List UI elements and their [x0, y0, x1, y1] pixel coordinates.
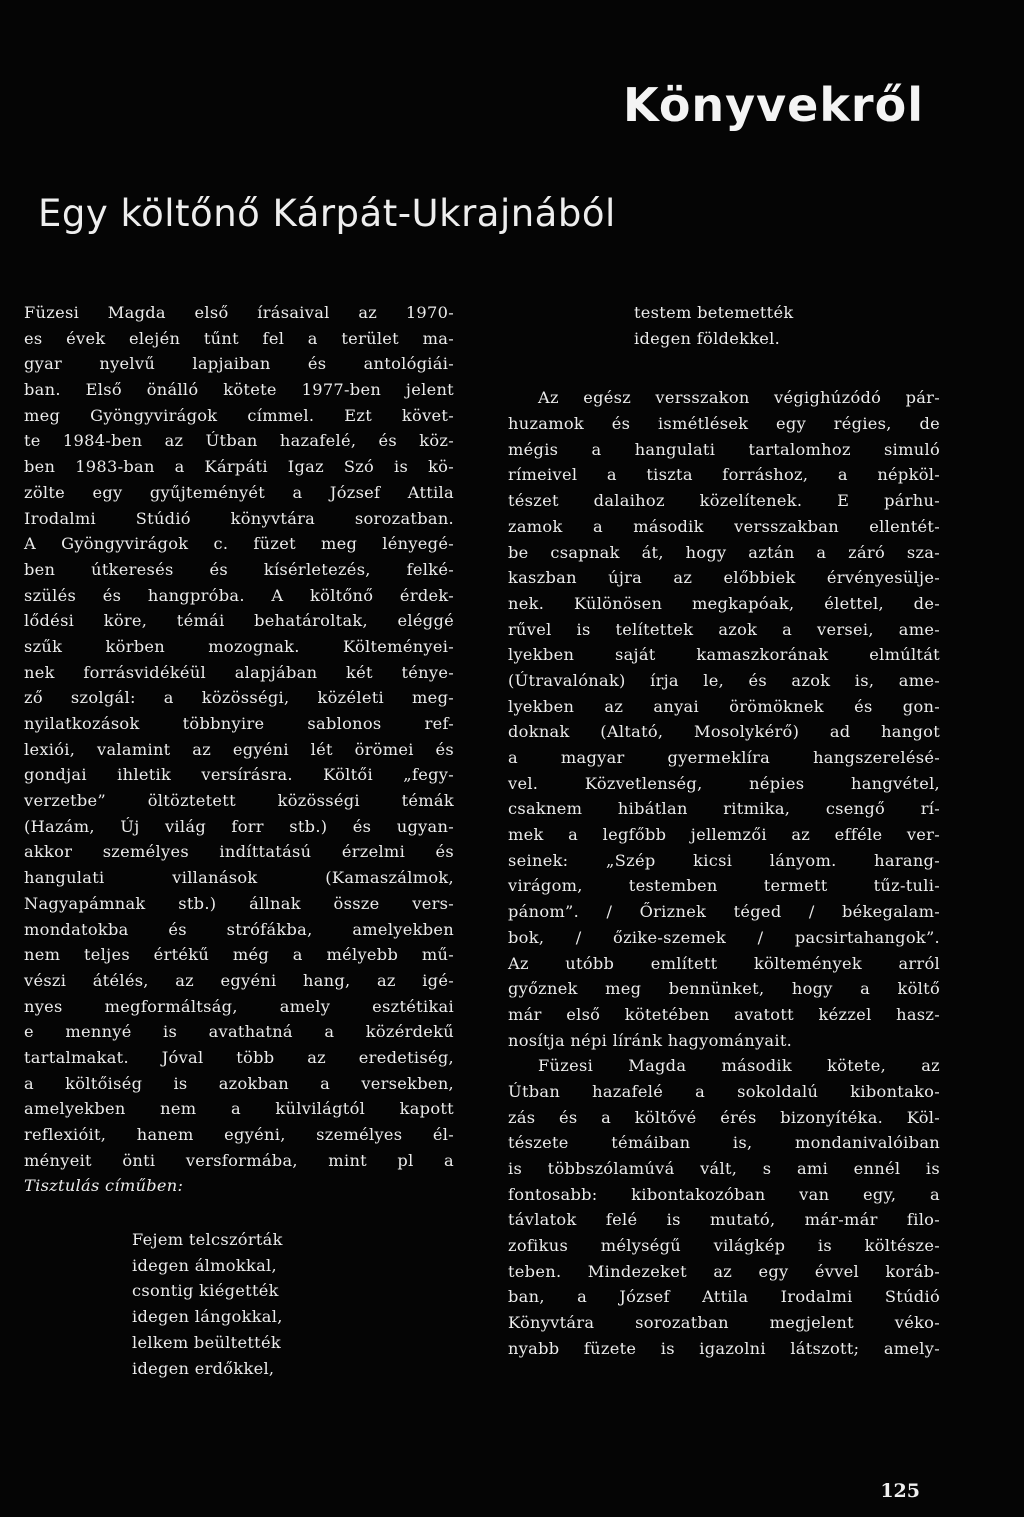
text-line: A Gyöngyvirágok c. füzet meg lényegé-: [24, 534, 454, 554]
text-line: lyekben az anyai örömöknek és gon-: [508, 696, 940, 716]
text-line: zofikus mélységű világkép is költésze-: [508, 1236, 940, 1256]
text-line: lyekben saját kamaszkorának elmúltát: [508, 645, 940, 665]
text-line: vel. Közvetlenség, népies hangvétel,: [508, 773, 940, 793]
text-line: a költőiség is azokban a versekben,: [24, 1073, 454, 1093]
text-line: Füzesi Magda első írásaival az 1970-: [24, 303, 454, 322]
text-line: lődési köre, témái behatároltak, eléggé: [24, 611, 454, 631]
text-line: Tisztulás címűben:: [24, 1176, 184, 1196]
text-line: nyabb füzete is igazolni látszott; amely-: [508, 1338, 940, 1358]
text-line: zás és a költővé érés bizonyítéka. Köl-: [508, 1107, 940, 1127]
text-line: ben 1983-ban a Kárpáti Igaz Szó is kö-: [24, 457, 454, 477]
text-line: pánom”. / Őriznek téged / békegalam-: [508, 902, 940, 922]
text-line: amelyekben nem a külvilágtól kapott: [24, 1099, 454, 1119]
text-line: Nagyapámnak stb.) állnak össze vers-: [24, 893, 454, 913]
text-line: a magyar gyermeklíra hangszerelésé-: [508, 748, 940, 767]
text-line: Az utóbb említett költemények arról: [508, 953, 940, 973]
text-line: vészi átélés, az egyéni hang, az igé-: [24, 970, 454, 990]
poem-line: idegen lángokkal,: [132, 1307, 283, 1327]
text-line: mégis a hangulati tartalomhoz simuló: [508, 439, 940, 459]
poem-line: idegen földekkel.: [634, 328, 781, 348]
poem-line: Fejem telcszórták: [132, 1230, 283, 1250]
right-body-text: [508, 385, 940, 1361]
text-line: is többszólamúvá vált, s ami ennél is: [508, 1159, 940, 1178]
text-line: es évek elején tűnt fel a terület ma-: [24, 328, 454, 348]
text-line: nem teljes értékű még a mélyebb mű-: [24, 945, 454, 965]
text-line: e mennyé is avathatná a közérdekű: [24, 1022, 454, 1042]
right-column: [508, 300, 940, 1362]
text-line: meg Gyöngyvirágok címmel. Ezt követ-: [24, 405, 454, 425]
text-line: tészete témáiban is, mondanivalóiban: [508, 1133, 940, 1153]
text-line: gyar nyelvű lapjaiban és antológiái-: [24, 354, 454, 374]
text-line: nek forrásvidékéül alapjában két ténye-: [24, 662, 454, 682]
text-line: hangulati villanások (Kamaszálmok,: [24, 868, 454, 888]
text-line: ban. Első önálló kötete 1977-ben jelent: [24, 380, 454, 400]
poem-line: testem betemették: [634, 303, 794, 322]
text-line: huzamok és ismétlések egy régies, de: [508, 414, 940, 434]
text-line: Irodalmi Stúdió könyvtára sorozatban.: [24, 508, 454, 528]
text-line: rűvel is telítettek azok a versei, ame-: [508, 619, 940, 639]
text-line: nyes megformáltság, amely esztétikai: [24, 996, 454, 1016]
text-line: gondjai ihletik versírásra. Költői „fegy-: [24, 765, 454, 785]
text-line: (Hazám, Új világ forr stb.) és ugyan-: [24, 816, 454, 836]
text-line: tartalmakat. Jóval több az eredetiség,: [24, 1047, 454, 1067]
poem-line: idegen álmokkal,: [132, 1255, 277, 1275]
text-line: szűk körben mozognak. Költeményei-: [24, 636, 454, 656]
text-line: be csapnak át, hogy aztán a záró sza-: [508, 542, 940, 562]
text-line: mek a legfőbb jellemzői az efféle ver-: [508, 825, 940, 845]
text-line: rímeivel a tiszta forráshoz, a népköl-: [508, 465, 940, 485]
text-line: nosítja népi líránk hagyományait.: [508, 1030, 793, 1050]
text-line: nek. Különösen megkapóak, élettel, de-: [508, 593, 940, 613]
text-line: virágom, testemben termett tűz-tuli-: [508, 876, 940, 896]
text-line: mondatokba és strófákba, amelyekben: [24, 919, 454, 939]
text-line: doknak (Altató, Mosolykérő) ad hangot: [508, 722, 940, 742]
text-line: tészet dalaihoz közelítenek. E párhu-: [508, 491, 940, 511]
poem-stanza-end: [508, 300, 940, 351]
left-column: [24, 300, 454, 1381]
text-line: nyilatkozások többnyire sablonos ref-: [24, 714, 454, 733]
page-number: 125: [880, 1480, 920, 1502]
text-line: zölte egy gyűjteményét a József Attila: [24, 482, 454, 502]
text-line: ben útkeresés és kísérletezés, felké-: [24, 559, 454, 579]
text-line: Füzesi Magda második kötete, az: [538, 1056, 940, 1076]
text-line: ző szolgál: a közösségi, közéleti meg-: [24, 688, 454, 708]
text-line: távlatok felé is mutató, már-már filo-: [508, 1210, 940, 1230]
article-title: Egy költőnő Kárpát-Ukrajnából: [38, 192, 616, 235]
left-body-text: [24, 300, 454, 1199]
poem-stanza: [24, 1227, 454, 1381]
text-line: ményeit önti versformába, mint pl a: [24, 1150, 454, 1170]
text-line: fontosabb: kibontakozóban van egy, a: [508, 1184, 940, 1204]
text-line: Könyvtára sorozatban megjelent véko-: [508, 1313, 940, 1333]
text-line: csaknem hibátlan ritmika, csengő rí-: [508, 799, 940, 819]
text-line: lexiói, valamint az egyéni lét örömei és: [24, 739, 454, 759]
text-line: seinek: „Szép kicsi lányom. harang-: [508, 850, 940, 870]
text-line: szülés és hangpróba. A költőnő érdek-: [24, 585, 454, 605]
text-line: bok, / őzike-szemek / pacsirtahangok”.: [508, 927, 940, 947]
text-line: te 1984-ben az Útban hazafelé, és köz-: [24, 431, 454, 451]
text-line: kaszban újra az előbbiek érvényesülje-: [508, 568, 940, 588]
text-line: győznek meg bennünket, hogy a költő: [508, 979, 940, 999]
text-line: ban, a József Attila Irodalmi Stúdió: [508, 1287, 940, 1307]
poem-line: lelkem beültették: [132, 1332, 281, 1352]
poem-line: idegen erdőkkel,: [132, 1358, 275, 1378]
poem-line: csontig kiégették: [132, 1281, 279, 1301]
text-line: akkor személyes indíttatású érzelmi és: [24, 842, 454, 862]
section-title: Könyvekről: [622, 78, 924, 132]
text-line: már első kötetében avatott kézzel hasz-: [508, 1004, 940, 1024]
text-line: Útban hazafelé a sokoldalú kibontako-: [508, 1081, 940, 1101]
text-line: teben. Mindezeket az egy évvel koráb-: [508, 1261, 940, 1281]
text-line: reflexióit, hanem egyéni, személyes él-: [24, 1125, 454, 1144]
text-line: zamok a második versszakban ellentét-: [508, 516, 940, 536]
text-line: verzetbe” öltöztetett közösségi témák: [24, 791, 454, 811]
text-line: Az egész versszakon végighúzódó pár-: [538, 388, 940, 408]
text-line: (Útravalónak) írja le, és azok is, ame-: [508, 670, 940, 690]
